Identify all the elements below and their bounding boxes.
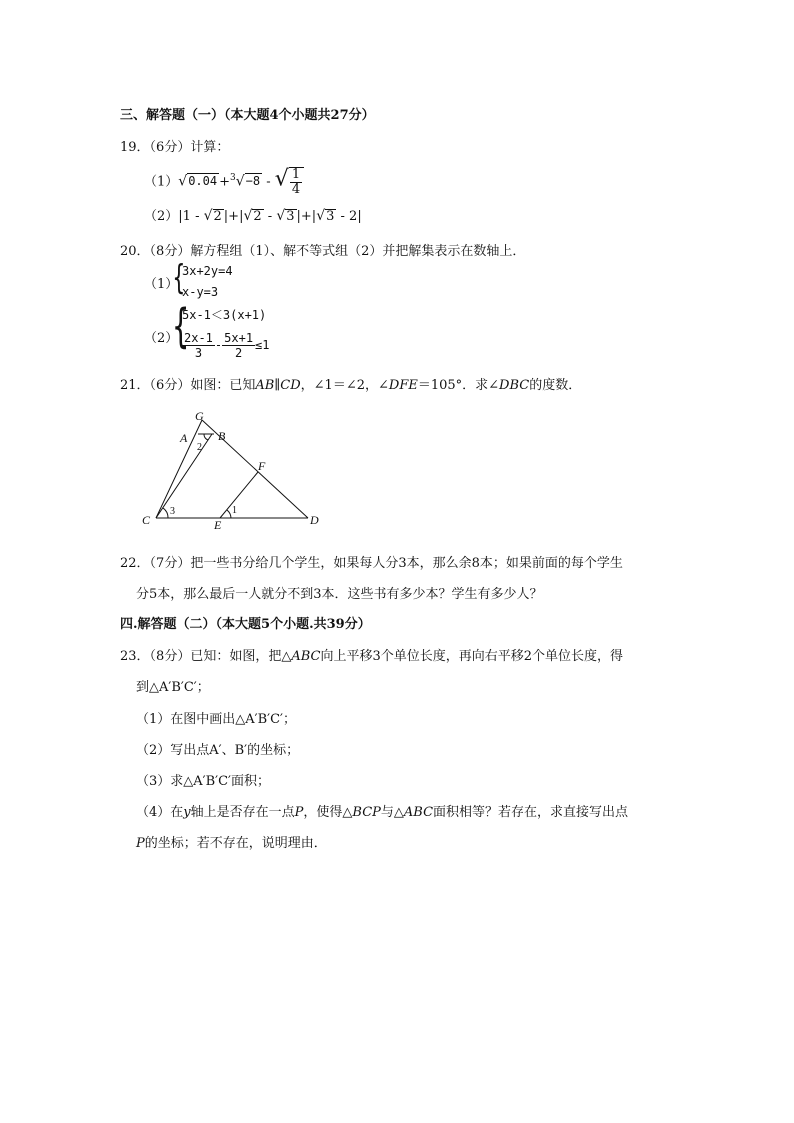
line-CB [156, 434, 212, 518]
stem-text: 与△ [380, 805, 404, 820]
fraction-numerator: 5x+1 [224, 331, 254, 345]
q20-part1-label: （1） [144, 277, 179, 292]
stem-text: 23．（8分）已知：如图，把△ [120, 649, 292, 664]
stem-math: DFE [388, 378, 418, 393]
stem-text: 轴上是否存在一点 [190, 805, 295, 820]
minus-sign: - [214, 338, 223, 352]
fraction-denominator: 3 [194, 346, 203, 360]
label-angle-1: 1 [232, 505, 237, 516]
stem-math: y [183, 805, 191, 820]
inequality-2 [182, 331, 270, 360]
stem-text: 21．（6分）如图：已知 [120, 378, 256, 393]
label-F: F [258, 459, 266, 473]
sqrt-sign: √ [274, 166, 289, 192]
label-E: E [214, 518, 222, 532]
angle-2-arc [204, 434, 208, 440]
expr-text: - 2| [336, 209, 362, 224]
q23-part-3: （3）求△A′B′C′面积； [136, 774, 271, 789]
radicand: 3 [286, 209, 295, 224]
q21-geometry-figure [136, 404, 332, 534]
stem-text: ，使得△ [303, 805, 353, 820]
equation-2: x-y=3 [182, 285, 219, 299]
stem-text: 向上平移3个单位长度，再向右平移2个单位长度，得 [320, 649, 623, 664]
sqrt-sign: √ [203, 208, 213, 224]
sqrt-sign: √ [178, 173, 188, 190]
q20-part2-label: （2） [144, 331, 179, 346]
cube-root-index: 3 [230, 173, 236, 183]
stem-math: ABC [403, 805, 434, 820]
inequality-1: 5x-1＜3(x+1) [182, 308, 267, 322]
radicand: 2 [253, 209, 262, 224]
stem-text: 面积相等？若存在，求直接写出点 [433, 805, 629, 820]
relation: ≤1 [255, 338, 270, 352]
fraction-numerator: 1 [291, 166, 301, 182]
q22-line-2: 分5本，那么最后一人就分不到3本．这些书有多少本？学生有多少人？ [136, 587, 543, 602]
sqrt-sign: √ [243, 208, 253, 224]
q19-part1 [144, 165, 304, 197]
stem-text: 的度数． [529, 378, 582, 393]
angle-3-arc [163, 508, 168, 518]
q23-part-1: （1）在图中画出△A′B′C′； [136, 712, 297, 727]
q23-part-2: （2）写出点A′、B′的坐标； [136, 743, 300, 758]
stem-text: ＝105°．求∠ [417, 378, 500, 393]
q19-stem: 19．（6分）计算： [120, 140, 230, 155]
q23-part-4-cont [136, 832, 327, 851]
stem-text: ，∠1＝∠2，∠ [300, 378, 389, 393]
fraction-numerator: 2x-1 [184, 331, 213, 345]
radicand: 3 [326, 209, 335, 224]
angle-1-arc [227, 510, 231, 518]
sqrt-sign: √ [316, 208, 326, 224]
fraction [222, 331, 255, 360]
stem-math: DBC [499, 378, 530, 393]
minus-sign: - [262, 174, 275, 190]
expr-text: |+| [223, 209, 244, 224]
radicand: −8 [245, 174, 261, 189]
line-EF [220, 472, 258, 518]
stem-text: （4）在 [136, 805, 184, 820]
fraction [289, 167, 304, 197]
expr-text: |+| [296, 209, 317, 224]
sqrt-sign: √ [276, 208, 286, 224]
label-G: G [195, 409, 204, 423]
sqrt-sign: √ [235, 173, 245, 190]
q19-part1-label: （1） [144, 174, 179, 190]
q22-line-1: 22．（7分）把一些书分给几个学生，如果每人分3本，那么余8本；如果前面的每个学生 [120, 556, 623, 571]
q23-line-1 [120, 645, 623, 664]
radicand: 0.04 [188, 174, 218, 189]
expr-text: - [263, 209, 277, 224]
left-brace-icon: { [172, 258, 186, 298]
section-3-title: 三、解答题（一）（本大题4个小题共27分） [120, 108, 375, 123]
stem-math: ABC [291, 649, 321, 664]
stem-math: BCP [352, 805, 381, 820]
q23-part-4 [136, 801, 628, 820]
plus-sign: + [219, 174, 231, 190]
label-C: C [142, 513, 151, 527]
q19-part2 [144, 205, 362, 224]
stem-math: P [136, 836, 145, 851]
line-CG [156, 420, 202, 518]
left-brace-icon: { [171, 299, 190, 353]
stem-math: AB∥CD [255, 378, 301, 393]
q21-stem [120, 374, 581, 393]
fraction-denominator: 2 [234, 346, 243, 360]
fraction [182, 331, 215, 360]
q20-stem: 20．（8分）解方程组（1）、解不等式组（2）并把解集表示在数轴上． [120, 244, 526, 259]
label-angle-3: 3 [170, 506, 175, 517]
q19-part2-label: （2） [144, 209, 179, 224]
label-B: B [218, 429, 226, 443]
section-4-title: 四.解答题（二）（本大题5个小题.共39分） [120, 617, 371, 632]
expr-text: |1 - [178, 209, 204, 224]
stem-math: P [294, 805, 304, 820]
fraction-denominator: 4 [291, 181, 301, 197]
label-A: A [180, 431, 188, 445]
label-angle-2: 2 [197, 442, 202, 453]
equation-1: 3x+2y=4 [182, 264, 233, 278]
q23-line-2: 到△A′B′C′； [136, 680, 210, 695]
radicand: 2 [213, 209, 222, 224]
label-D: D [310, 513, 319, 527]
stem-text: 的坐标；若不存在，说明理由． [144, 836, 327, 851]
